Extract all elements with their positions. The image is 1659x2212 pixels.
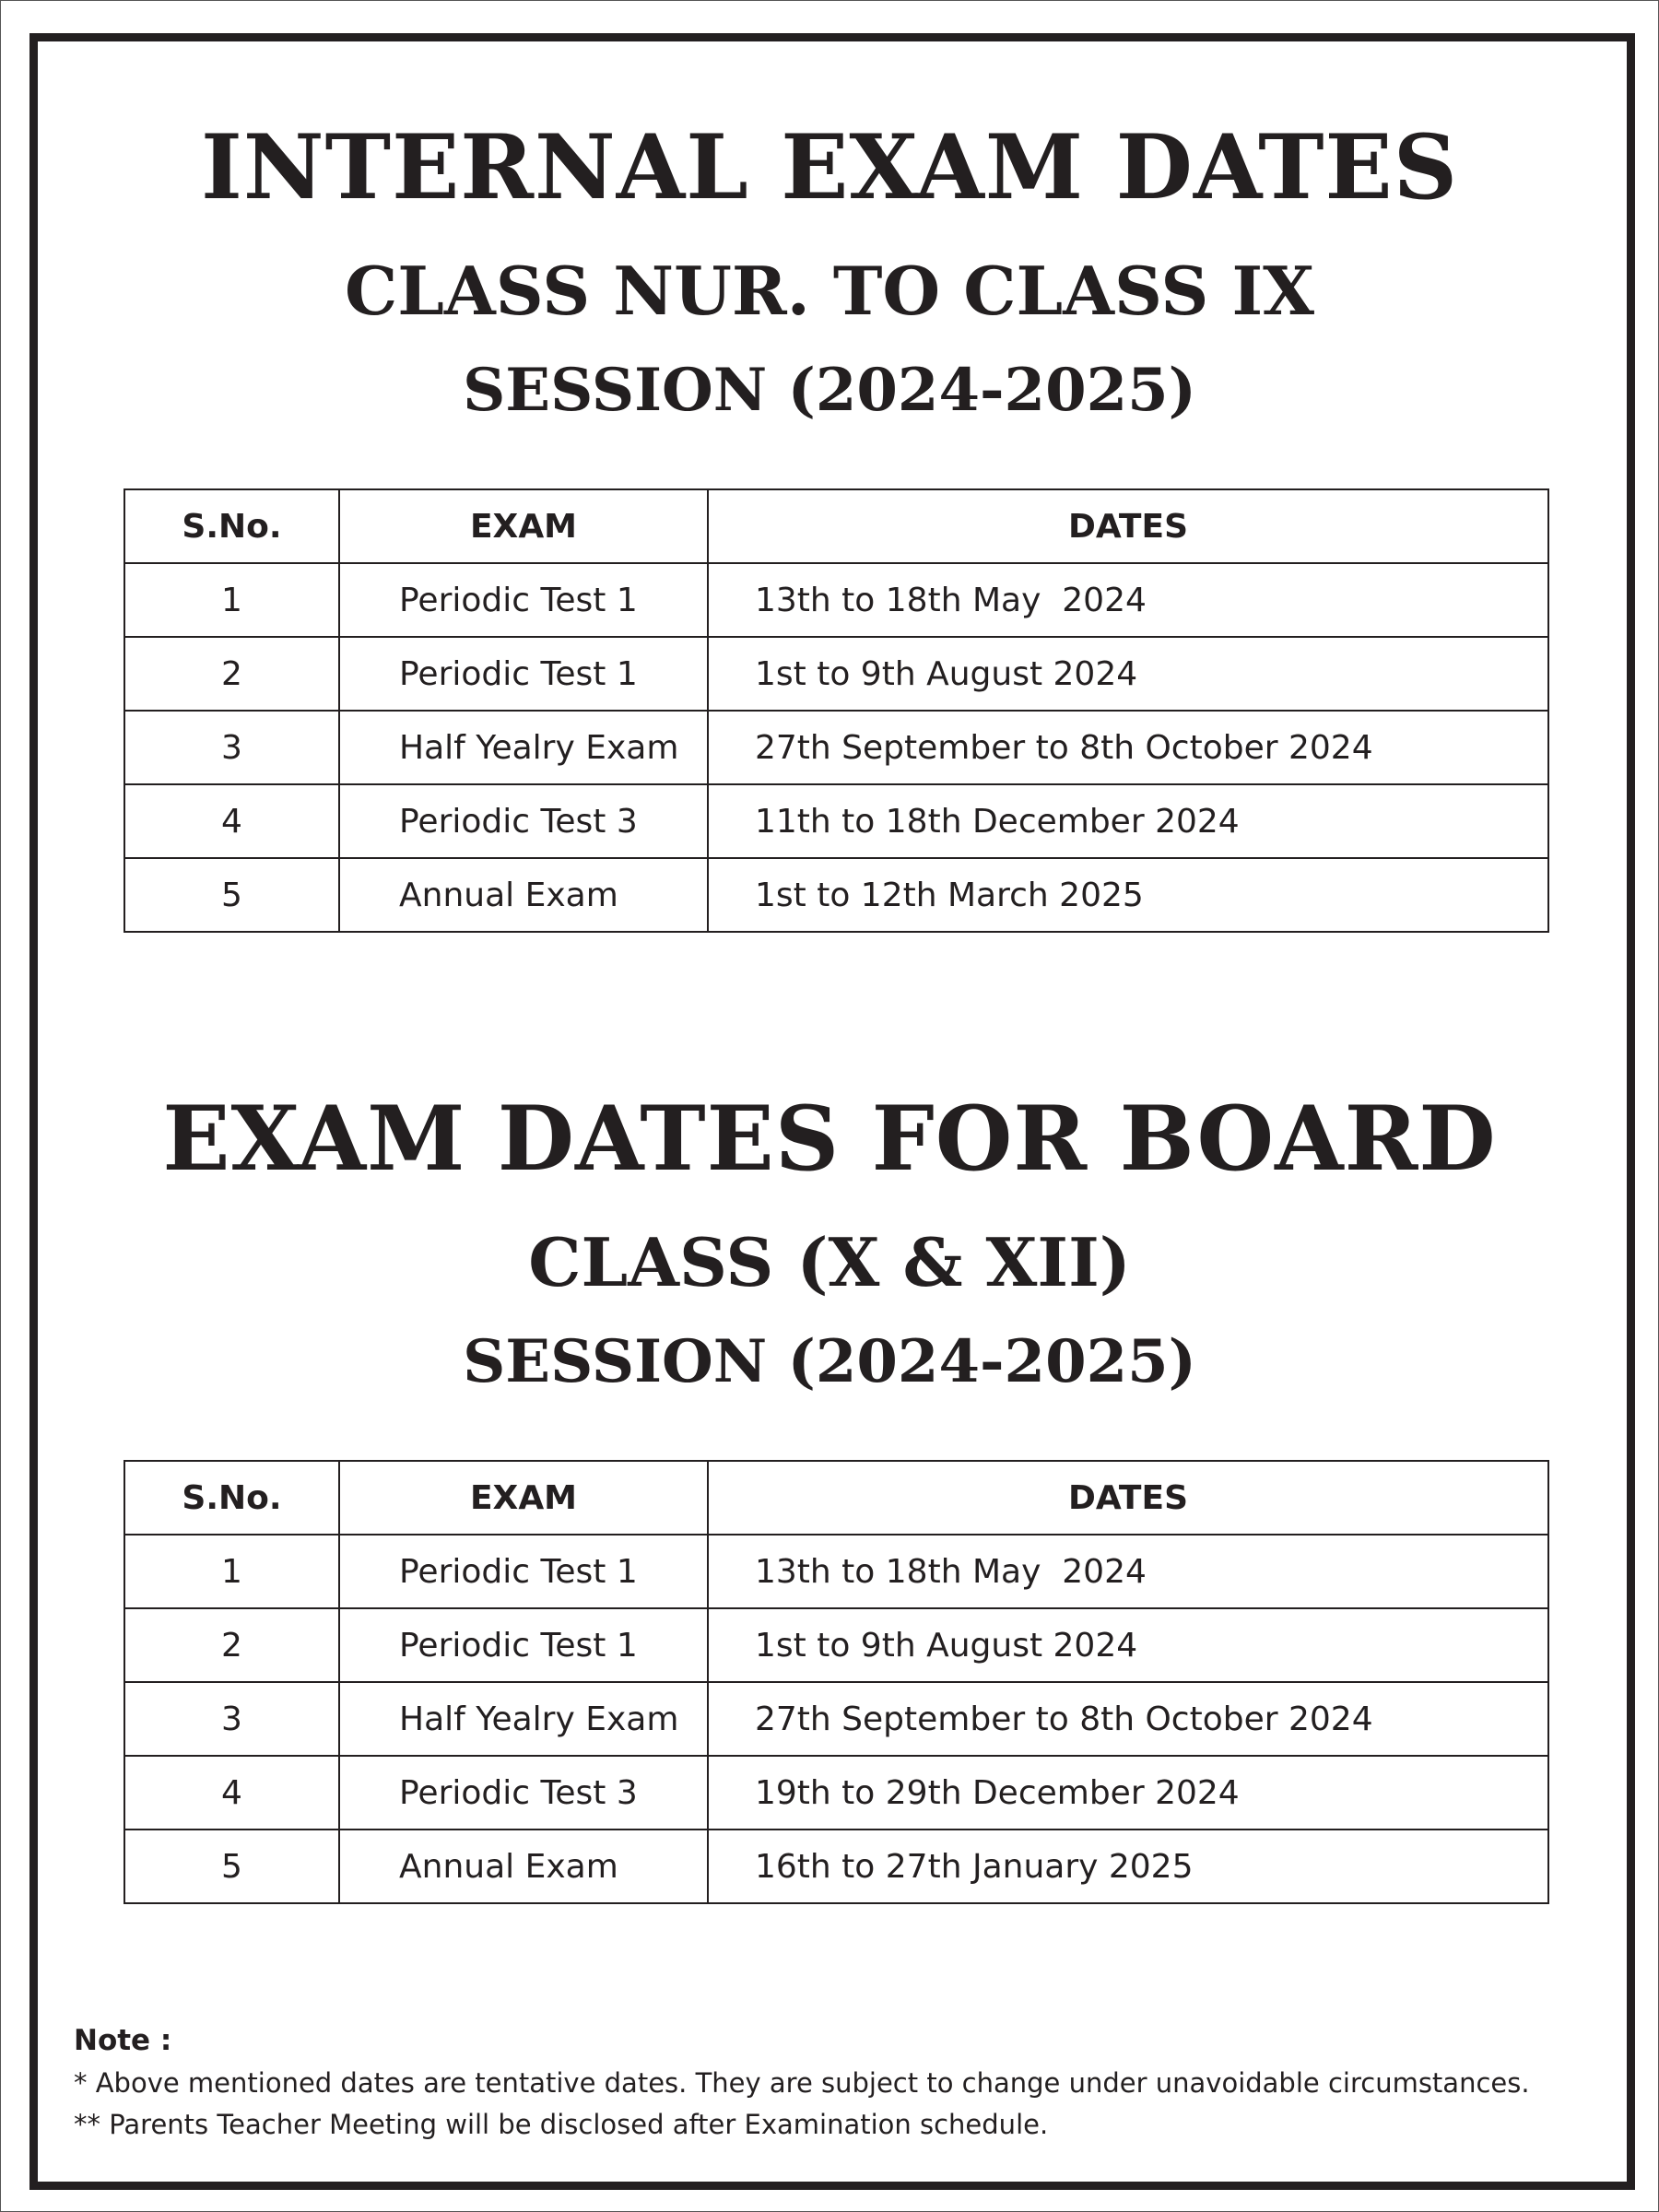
cell-sno: 2 (124, 637, 339, 711)
table-row (124, 563, 1548, 637)
section2-subtitle: CLASS (X & XII) (528, 1223, 1131, 1301)
section2-title: EXAM DATES FOR BOARD (162, 1087, 1497, 1191)
table-header-row (124, 489, 1548, 563)
header-dates: DATES (708, 489, 1548, 563)
table-row (124, 637, 1548, 711)
cell-exam: Periodic Test 3 (339, 1756, 708, 1830)
cell-sno: 4 (124, 1756, 339, 1830)
table-header-row (124, 1461, 1548, 1535)
cell-dates: 13th to 18th May 2024 (708, 563, 1548, 637)
cell-dates: 13th to 18th May 2024 (708, 1535, 1548, 1608)
cell-dates: 19th to 29th December 2024 (708, 1756, 1548, 1830)
table-row (124, 1756, 1548, 1830)
cell-exam: Periodic Test 1 (339, 1535, 708, 1608)
cell-exam: Periodic Test 1 (339, 1608, 708, 1682)
header-exam: EXAM (339, 1461, 708, 1535)
cell-dates: 1st to 9th August 2024 (708, 637, 1548, 711)
cell-exam: Periodic Test 3 (339, 784, 708, 858)
cell-dates: 27th September to 8th October 2024 (708, 711, 1548, 784)
table-row (124, 1830, 1548, 1903)
section1-table (124, 488, 1549, 933)
cell-dates: 1st to 9th August 2024 (708, 1608, 1548, 1682)
cell-sno: 5 (124, 858, 339, 932)
section2-table (124, 1460, 1549, 1904)
table-row (124, 1608, 1548, 1682)
cell-sno: 3 (124, 711, 339, 784)
note-line-tentative: * Above mentioned dates are tentative dates. They are subject to change under unavoidable circumstances. (74, 2067, 1530, 2099)
table-row (124, 858, 1548, 932)
cell-dates: 11th to 18th December 2024 (708, 784, 1548, 858)
cell-exam: Periodic Test 1 (339, 563, 708, 637)
header-dates: DATES (708, 1461, 1548, 1535)
note-line-ptm: ** Parents Teacher Meeting will be disclosed after Examination schedule. (74, 2109, 1049, 2140)
cell-exam: Half Yealry Exam (339, 1682, 708, 1756)
cell-sno: 1 (124, 1535, 339, 1608)
section1-subtitle: CLASS NUR. TO CLASS IX (344, 252, 1314, 330)
cell-sno: 3 (124, 1682, 339, 1756)
cell-exam: Annual Exam (339, 1830, 708, 1903)
cell-exam: Periodic Test 1 (339, 637, 708, 711)
header-sno: S.No. (124, 1461, 339, 1535)
cell-sno: 5 (124, 1830, 339, 1903)
cell-dates: 16th to 27th January 2025 (708, 1830, 1548, 1903)
table-row (124, 1535, 1548, 1608)
table-row (124, 784, 1548, 858)
cell-exam: Half Yealry Exam (339, 711, 708, 784)
cell-exam: Annual Exam (339, 858, 708, 932)
table-row (124, 711, 1548, 784)
cell-dates: 27th September to 8th October 2024 (708, 1682, 1548, 1756)
cell-sno: 1 (124, 563, 339, 637)
note-title: Note : (74, 2024, 172, 2057)
cell-sno: 4 (124, 784, 339, 858)
header-sno: S.No. (124, 489, 339, 563)
section2-session: SESSION (2024-2025) (463, 1327, 1196, 1396)
section1-title: INTERNAL EXAM DATES (200, 115, 1459, 219)
section1-session: SESSION (2024-2025) (463, 356, 1196, 425)
header-exam: EXAM (339, 489, 708, 563)
table-row (124, 1682, 1548, 1756)
cell-sno: 2 (124, 1608, 339, 1682)
cell-dates: 1st to 12th March 2025 (708, 858, 1548, 932)
